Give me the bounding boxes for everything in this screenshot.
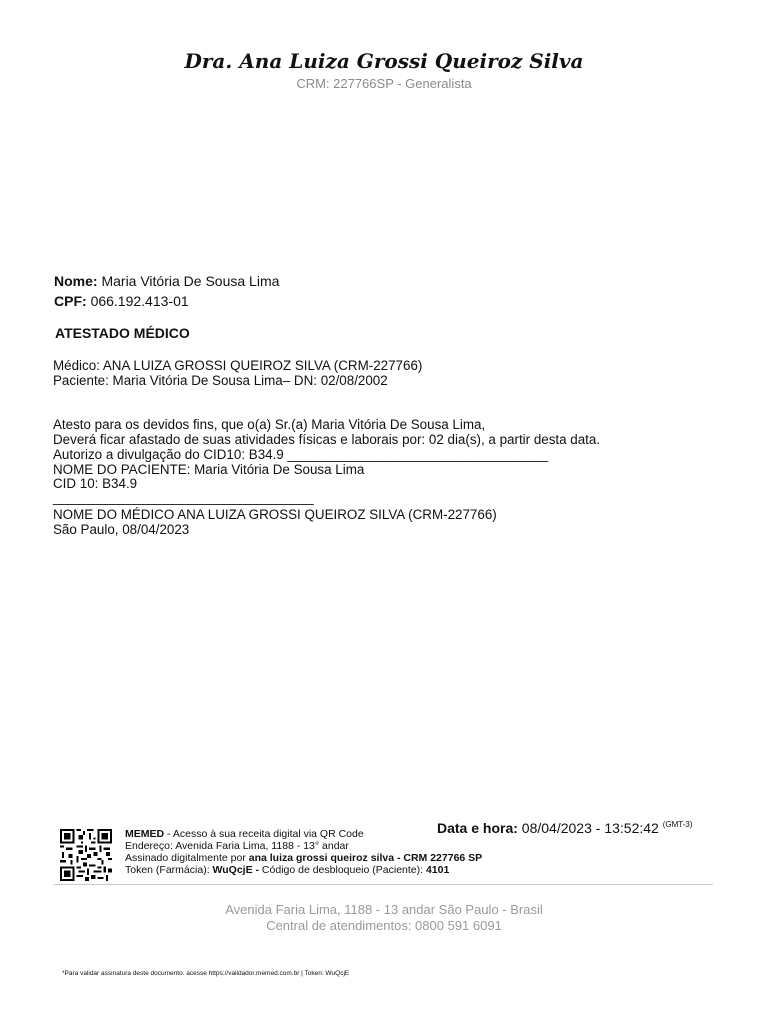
validation-note: *Para validar assinatura deste documento. acesse https://validador.memed.com.br | Token: WuQcjE — [62, 970, 350, 977]
memed-signed-prefix: Assinado digitalmente por — [125, 852, 249, 864]
memed-token-prefix: Token (Farmácia): — [125, 864, 213, 876]
body-line: CID 10: B34.9 — [53, 476, 138, 491]
memed-unlock-value: 4101 — [425, 864, 450, 876]
datetime-timezone: (GMT-3) — [662, 820, 693, 829]
patient-name-label: Nome: — [54, 273, 98, 289]
signature-line: ___________________________________ — [53, 490, 314, 505]
memed-token-line — [125, 864, 449, 877]
datetime-value: 08/04/2023 - 13:52:42 — [517, 820, 663, 836]
body-line: São Paulo, 08/04/2023 — [53, 522, 190, 537]
patient-cpf-value: 066.192.413-01 — [90, 293, 189, 309]
memed-token-value: WuQcjE - — [212, 864, 260, 876]
paciente-line: Paciente: Maria Vitória De Sousa Lima– DN: 02/08/2002 — [53, 373, 388, 388]
body-line: Atesto para os devidos fins, que o(a) Sr.(a) Maria Vitória De Sousa Lima, — [53, 417, 486, 432]
body-line: Autorizo a divulgação do CID10: B34.9 ___________________________________ — [53, 447, 549, 462]
doctor-crm: CRM: 227766SP - Generalista — [296, 76, 472, 91]
patient-name-value: Maria Vitória De Sousa Lima — [101, 273, 280, 289]
medico-line: Médico: ANA LUIZA GROSSI QUEIROZ SILVA (CRM-227766) — [53, 358, 423, 373]
datetime-label: Data e hora: — [437, 820, 518, 836]
memed-access-text: - Acesso à sua receita digital via QR Code — [164, 828, 364, 840]
body-line: NOME DO PACIENTE: Maria Vitória De Sousa Lima — [53, 462, 365, 477]
patient-cpf-row — [54, 293, 189, 309]
memed-address: Endereço: Avenida Faria Lima, 1188 - 13° andar — [125, 840, 349, 852]
doctor-name: Dra. Ana Luiza Grossi Queiroz Silva — [184, 49, 584, 73]
footer-address: Avenida Faria Lima, 1188 - 13 andar São Paulo - Brasil — [225, 902, 543, 917]
body-line: Deverá ficar afastado de suas atividades físicas e laborais por: 02 dia(s), a partir desta data. — [53, 432, 601, 447]
patient-name-row — [54, 273, 279, 289]
memed-unlock-label: Código de desbloqueio (Paciente): — [259, 864, 426, 876]
qr-code-icon[interactable] — [60, 829, 112, 881]
footer-divider — [54, 884, 713, 885]
body-line: NOME DO MÉDICO ANA LUIZA GROSSI QUEIROZ SILVA (CRM-227766) — [53, 507, 497, 522]
document-title: ATESTADO MÉDICO — [55, 325, 190, 341]
memed-brand: MEMED — [125, 828, 165, 840]
datetime — [437, 820, 693, 836]
patient-cpf-label: CPF: — [54, 293, 87, 309]
memed-signed-name: ana luiza grossi queiroz silva - CRM 227766 SP — [248, 852, 483, 864]
footer-phone: Central de atendimentos: 0800 591 6091 — [266, 918, 502, 933]
